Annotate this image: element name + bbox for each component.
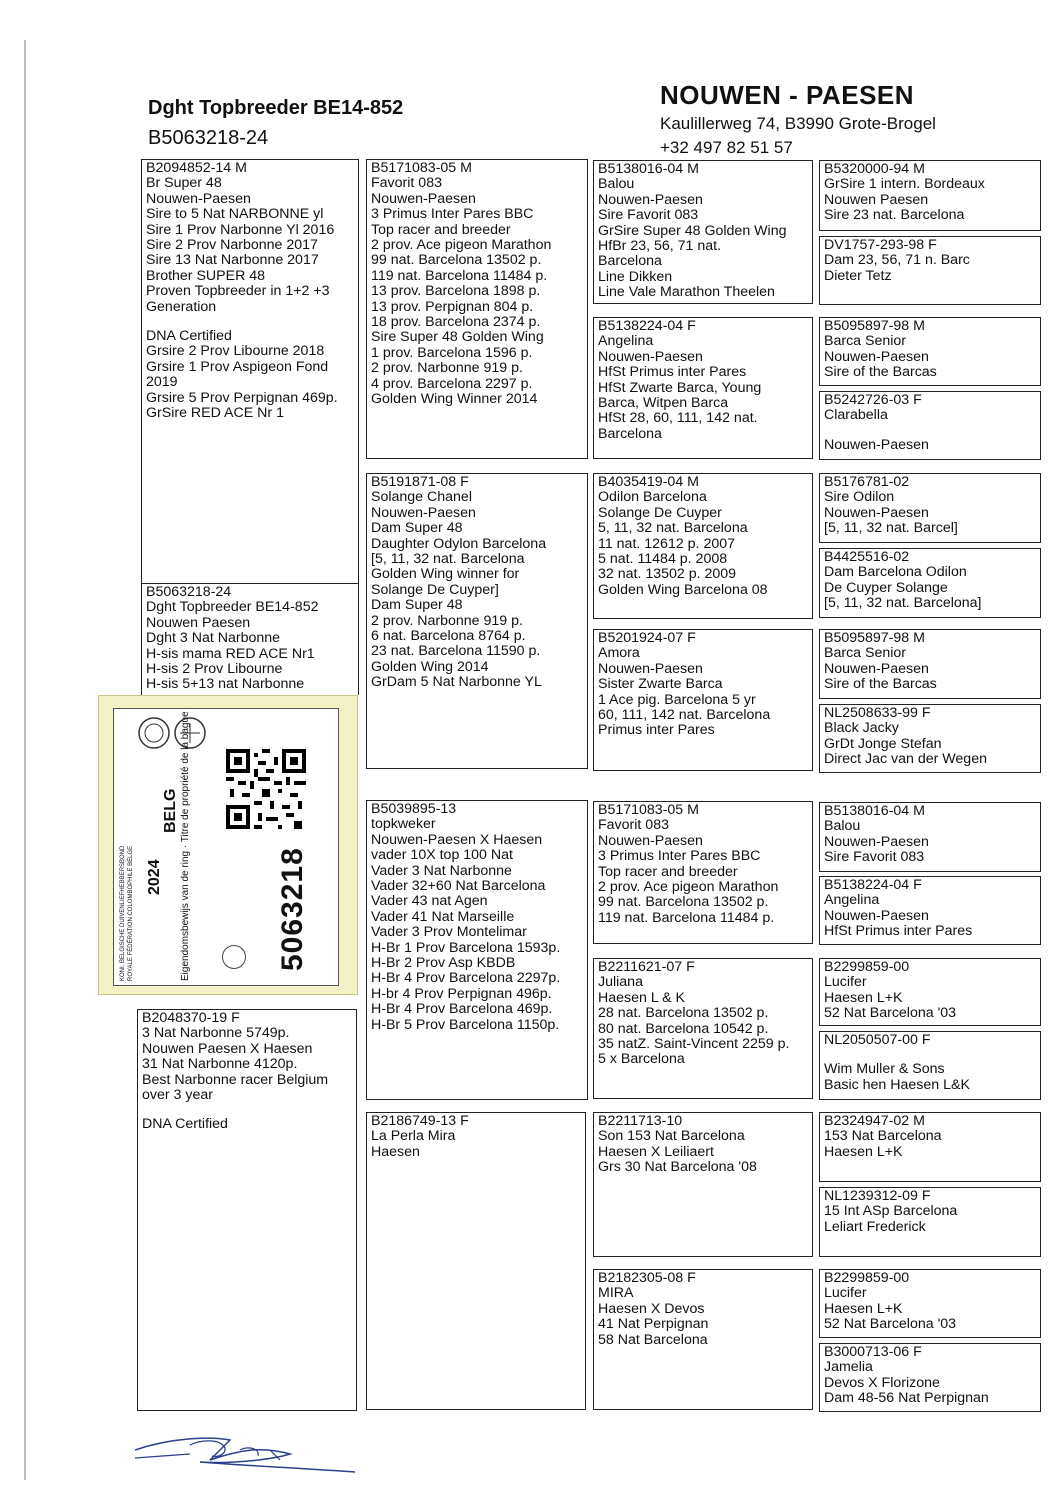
pedigree-line: Nouwen-Paesen <box>824 660 929 677</box>
g4-box-9 <box>819 802 1041 872</box>
scan-edge <box>24 40 26 1480</box>
pedigree-line: Dam Barcelona Odilon <box>824 564 967 581</box>
pedigree-line: 13 prov. Perpignan 804 p. <box>371 298 534 315</box>
pedigree-line: 23 nat. Barcelona 11590 p. <box>371 643 541 660</box>
pedigree-line: Jamelia <box>824 1359 873 1376</box>
pedigree-line: Basic hen Haesen L&K <box>824 1076 970 1093</box>
pedigree-line: 60, 111, 142 nat. Barcelona <box>598 707 771 724</box>
pedigree-line: Nouwen-Paesen <box>146 190 251 207</box>
qr-code-icon <box>226 749 306 829</box>
pedigree-line: 1 prov. Barcelona 1596 p. <box>371 344 533 361</box>
pedigree-line: Haesen <box>371 1143 420 1160</box>
pedigree-line: 99 nat. Barcelona 13502 p. <box>598 894 769 911</box>
pedigree-line: Barca Senior <box>824 645 907 662</box>
ring-id: B5138016-04 M <box>824 803 925 819</box>
ring-id: B5176781-02 <box>824 474 910 490</box>
pedigree-line: Sire of the Barcas <box>824 676 937 693</box>
ring-id: B5171083-05 M <box>371 160 472 176</box>
dam-box <box>137 1009 357 1411</box>
pedigree-line: 52 Nat Barcelona '03 <box>824 1316 957 1333</box>
pedigree-line: Favorit 083 <box>598 817 669 834</box>
ring-id: B5138224-04 F <box>824 877 922 893</box>
pedigree-line: Dam Super 48 <box>371 597 463 614</box>
pedigree-line: GrDt Jonge Stefan <box>824 735 942 752</box>
pedigree-line: Haesen L+K <box>824 1143 903 1160</box>
pedigree-line: 119 nat. Barcelona 11484 p. <box>598 909 775 926</box>
pedigree-line: Line Dikken <box>598 268 673 285</box>
pedigree-line: Nouwen-Paesen X Haesen <box>371 831 543 848</box>
pedigree-line: Sire to 5 Nat NARBONNE yl <box>146 206 324 223</box>
pedigree-line: HfBr 23, 56, 71 nat. <box>598 238 722 255</box>
sire-sire-box <box>366 159 588 459</box>
pedigree-line: 80 nat. Barcelona 10542 p. <box>598 1020 769 1037</box>
subject-box <box>141 583 359 695</box>
pedigree-line: Grsire 2 Prov Libourne 2018 <box>146 343 325 360</box>
ring-id: B5138224-04 F <box>598 318 696 334</box>
g4-box-6 <box>819 548 1041 618</box>
pedigree-line: Lucifer <box>824 1285 867 1302</box>
pedigree-line: H-Br 4 Prov Barcelona 2297p. <box>371 970 561 987</box>
pedigree-title: Dght Topbreeder BE14-852 <box>148 97 404 119</box>
pedigree-line: 2019 <box>146 374 178 391</box>
pedigree-line: H-Br 1 Prov Barcelona 1593p. <box>371 939 561 956</box>
pedigree-line: Grsire 1 Prov Aspigeon Fond <box>146 358 329 375</box>
pedigree-line: Sire Favorit 083 <box>824 849 925 866</box>
g4-box-13 <box>819 1112 1041 1182</box>
pedigree-line: 28 nat. Barcelona 13502 p. <box>598 1005 769 1022</box>
ring-title: Eigendomsbewijs van de ring · Titre de propriété de la bague <box>180 711 191 981</box>
pedigree-line: Top racer and breeder <box>371 221 511 238</box>
pedigree-line: GrSire 1 intern. Bordeaux <box>824 176 985 193</box>
pedigree-line: 2 prov. Narbonne 919 p. <box>371 612 523 629</box>
pedigree-line: H-sis 5+13 nat Narbonne <box>146 676 305 693</box>
pedigree-line: 5, 11, 32 nat. Barcelona <box>598 520 748 537</box>
pedigree-line: Sire of the Barcas <box>824 364 937 381</box>
pedigree-line: La Perla Mira <box>371 1128 456 1145</box>
pedigree-line: 35 natZ. Saint-Vincent 2259 p. <box>598 1036 790 1053</box>
pedigree-line: HfSt Zwarte Barca, Young <box>598 379 762 396</box>
pedigree-line: 1 Ace pig. Barcelona 5 yr <box>598 691 756 708</box>
pedigree-line: Odilon Barcelona <box>598 489 707 506</box>
pedigree-line: 13 prov. Barcelona 1898 p. <box>371 283 541 300</box>
ddd-box <box>593 1269 813 1410</box>
pedigree-line: 6 nat. Barcelona 8764 p. <box>371 628 526 645</box>
pedigree-line: 5 nat. 11484 p. 2008 <box>598 551 728 568</box>
pedigree-line: Nouwen-Paesen <box>598 191 703 208</box>
pedigree-line: 2 prov. Narbonne 919 p. <box>371 360 523 377</box>
pedigree-line: Sister Zwarte Barca <box>598 676 723 693</box>
pedigree-line: Dam Super 48 <box>371 520 463 537</box>
pedigree-line: Sire 1 Prov Narbonne Yl 2016 <box>146 221 335 238</box>
sire-box <box>141 159 359 594</box>
pedigree-line: Lucifer <box>824 974 867 991</box>
pedigree-line: Angelina <box>598 333 654 350</box>
dam-dam-box <box>366 1112 586 1410</box>
ring-id: B2182305-08 F <box>598 1270 696 1286</box>
pedigree-line: Nouwen-Paesen <box>824 833 929 850</box>
pedigree-line: Generation <box>146 298 217 315</box>
ring-id: B2186749-13 F <box>371 1113 469 1129</box>
pedigree-line: Sire Super 48 Golden Wing <box>371 329 544 346</box>
pedigree-line: GrSire Super 48 Golden Wing <box>598 222 787 239</box>
pedigree-line <box>142 1103 352 1117</box>
ring-org-fr: ROYALE FÉDÉRATION COLOMBOPHILE BELGE <box>128 845 134 981</box>
pedigree-line: Nouwen-Paesen <box>824 348 929 365</box>
breeder-phone: +32 497 82 51 57 <box>660 138 793 157</box>
g4-box-3 <box>819 317 1041 386</box>
ring-certificate <box>98 695 358 995</box>
pedigree-line: Golden Wing winner for <box>371 566 520 583</box>
pedigree-line: [5, 11, 32 nat. Barcel] <box>824 520 958 537</box>
pedigree-line: Nouwen-Paesen <box>598 832 703 849</box>
ring-id: B5171083-05 M <box>598 802 699 818</box>
pedigree-line: Golden Wing 2014 <box>371 658 489 675</box>
pedigree-line: 15 Int ASp Barcelona <box>824 1203 958 1220</box>
pedigree-line <box>146 315 354 329</box>
pedigree-line: Dght 3 Nat Narbonne <box>146 630 281 647</box>
pedigree-line: Sire 2 Prov Narbonne 2017 <box>146 237 318 254</box>
pedigree-line: Grs 30 Nat Barcelona '08 <box>598 1159 757 1176</box>
pedigree-line: Barcelona <box>598 253 662 270</box>
ring-id: B2299859-00 <box>824 1270 910 1286</box>
pedigree-line: Nouwen-Paesen <box>824 436 929 453</box>
ring-id: B5320000-94 M <box>824 161 925 177</box>
dds-box <box>593 1112 813 1257</box>
pedigree-line: Nouwen Paesen <box>146 614 251 631</box>
pedigree-line: 2 prov. Ace pigeon Marathon <box>598 879 779 896</box>
pedigree-line: Vader 43 nat Agen <box>371 893 488 910</box>
dsd-box <box>593 958 813 1099</box>
pedigree-line: Clarabella <box>824 407 888 424</box>
pedigree-line: Son 153 Nat Barcelona <box>598 1128 745 1145</box>
pedigree-line: Nouwen-Paesen <box>598 660 703 677</box>
ring-id: B5095897-98 M <box>824 318 925 334</box>
pedigree-line: HfSt Primus inter Pares <box>824 923 973 940</box>
signature-icon <box>130 1420 360 1480</box>
pedigree-line: Nouwen Paesen <box>824 191 929 208</box>
dam-sire-box <box>366 800 588 1100</box>
ring-id: B5191871-08 F <box>371 474 469 490</box>
ring-org-nl: KONI. BELGISCHE DUIVENLIEFHEBBERSBOND <box>120 845 126 981</box>
breeder-address: Kaulillerweg 74, B3990 Grote-Brogel <box>660 114 936 133</box>
pedigree-ring: B5063218-24 <box>148 127 269 149</box>
sdd-box <box>593 629 813 771</box>
pedigree-line: H-Br 5 Prov Barcelona 1150p. <box>371 1016 560 1033</box>
pedigree-line: Barca Senior <box>824 333 907 350</box>
pedigree-line: Nouwen-Paesen <box>371 190 476 207</box>
ring-id: NL2508633-99 F <box>824 705 931 721</box>
pedigree-line: Sire Odilon <box>824 489 895 506</box>
pedigree-line: Golden Wing Winner 2014 <box>371 391 538 408</box>
g4-box-2 <box>819 236 1041 305</box>
pedigree-line: Grsire 5 Prov Perpignan 469p. <box>146 389 338 406</box>
pedigree-line: Barca, Witpen Barca <box>598 395 729 412</box>
ring-id: NL2050507-00 F <box>824 1032 931 1048</box>
pedigree-line: 2 prov. Ace pigeon Marathon <box>371 237 552 254</box>
g4-box-4 <box>819 391 1041 460</box>
pedigree-line: DNA Certified <box>146 328 232 345</box>
pedigree-line: Nouwen-Paesen <box>824 504 929 521</box>
ring-id: NL1239312-09 F <box>824 1188 931 1204</box>
pedigree-line: Best Narbonne racer Belgium <box>142 1071 329 1088</box>
pedigree-line: HfSt Primus inter Pares <box>598 364 747 381</box>
pedigree-line: 5 x Barcelona <box>598 1051 685 1068</box>
pedigree-line: Angelina <box>824 892 880 909</box>
dss-box <box>593 801 813 944</box>
g4-box-15 <box>819 1269 1041 1338</box>
pedigree-line: Haesen L+K <box>824 1300 903 1317</box>
pedigree-line: HfSt 28, 60, 111, 142 nat. <box>598 410 758 427</box>
pedigree-line: Balou <box>824 818 861 835</box>
pedigree-line: Balou <box>598 176 635 193</box>
pedigree-line: Vader 32+60 Nat Barcelona <box>371 878 546 895</box>
pedigree-line: Dght Topbreeder BE14-852 <box>146 599 319 616</box>
ring-id: B5201924-07 F <box>598 630 696 646</box>
ring-id: B2211621-07 F <box>598 959 695 975</box>
breeder-name: NOUWEN - PAESEN <box>660 80 915 110</box>
ssd-box <box>593 317 813 459</box>
pedigree-line: Nouwen Paesen X Haesen <box>142 1040 313 1057</box>
pedigree-line: Proven Topbreeder in 1+2 +3 <box>146 283 330 300</box>
pedigree-line: Haesen X Devos <box>598 1300 705 1317</box>
pedigree-line: Vader 41 Nat Marseille <box>371 908 515 925</box>
pedigree-line: Dam 48-56 Nat Perpignan <box>824 1390 989 1407</box>
pedigree-line: Daughter Odylon Barcelona <box>371 535 547 552</box>
pedigree-line <box>824 424 1036 438</box>
pedigree-line: Amora <box>598 645 640 662</box>
pedigree-line: DNA Certified <box>142 1116 228 1133</box>
pedigree-line: Black Jacky <box>824 720 899 737</box>
pedigree-line: 3 Primus Inter Pares BBC <box>598 848 761 865</box>
pedigree-line: 52 Nat Barcelona '03 <box>824 1005 957 1022</box>
pedigree-line: [5, 11, 32 nat. Barcelona <box>371 551 525 568</box>
g4-box-1 <box>819 160 1041 231</box>
ring-id: B5095897-98 M <box>824 630 925 646</box>
pedigree-line: Primus inter Pares <box>598 722 715 739</box>
g4-box-5 <box>819 473 1041 543</box>
pedigree-line: H-br 4 Prov Perpignan 496p. <box>371 985 552 1002</box>
pedigree-line: Sire 23 nat. Barcelona <box>824 207 965 224</box>
ring-id: B3000713-06 F <box>824 1344 922 1360</box>
pedigree-line: 3 Primus Inter Pares BBC <box>371 206 534 223</box>
pedigree-line: 11 nat. 12612 p. 2007 <box>598 535 736 552</box>
g4-box-8 <box>819 704 1041 773</box>
pedigree-line: Sire Favorit 083 <box>598 207 699 224</box>
pedigree-line: H-sis 2 Prov Libourne <box>146 661 283 678</box>
federation-emblem-icon <box>134 715 214 751</box>
ring-id: B2211713-10 <box>598 1113 683 1129</box>
ring-id: B2094852-14 M <box>146 160 247 176</box>
pedigree-line: MIRA <box>598 1285 634 1302</box>
pedigree-line: 18 prov. Barcelona 2374 p. <box>371 314 541 331</box>
g4-box-14 <box>819 1187 1041 1257</box>
pedigree-line <box>824 1048 1036 1062</box>
ring-id: B5039895-13 <box>371 801 457 817</box>
g4-box-16 <box>819 1343 1041 1412</box>
ring-id: B4035419-04 M <box>598 474 699 490</box>
pedigree-line: [5, 11, 32 nat. Barcelona] <box>824 595 982 612</box>
sss-box <box>593 160 813 304</box>
pedigree-line: 3 Nat Narbonne 5749p. <box>142 1025 290 1042</box>
ring-id: B5242726-03 F <box>824 392 922 408</box>
pedigree-line: Solange De Cuyper] <box>371 581 499 598</box>
pedigree-line: Direct Jac van der Wegen <box>824 751 987 768</box>
pedigree-line: 153 Nat Barcelona <box>824 1128 942 1145</box>
pedigree-line: Solange De Cuyper <box>598 504 722 521</box>
pedigree-line: Favorit 083 <box>371 175 442 192</box>
pedigree-line: GrDam 5 Nat Narbonne YL <box>371 674 542 691</box>
pedigree-line: De Cuyper Solange <box>824 579 948 596</box>
pedigree-line: H-Br 2 Prov Asp KBDB <box>371 955 516 972</box>
ring-id: B5138016-04 M <box>598 161 699 177</box>
punch-hole <box>222 945 246 969</box>
sds-box <box>593 473 813 619</box>
pedigree-line: 4 prov. Barcelona 2297 p. <box>371 375 533 392</box>
ring-country: BELG <box>162 788 179 833</box>
g4-box-7 <box>819 629 1041 699</box>
ring-year: 2024 <box>146 859 163 895</box>
pedigree-line: Nouwen-Paesen <box>824 907 929 924</box>
pedigree-line: Haesen L+K <box>824 989 903 1006</box>
ring-number: 5063218 <box>276 847 309 971</box>
pedigree-line: Sire 13 Nat Narbonne 2017 <box>146 252 319 269</box>
pedigree-line: GrSire RED ACE Nr 1 <box>146 405 284 422</box>
pedigree-line: 31 Nat Narbonne 4120p. <box>142 1056 298 1073</box>
ring-id: DV1757-293-98 F <box>824 237 937 253</box>
g4-box-12 <box>819 1031 1041 1100</box>
pedigree-line: Nouwen-Paesen <box>371 504 476 521</box>
pedigree-line: Haesen X Leiliaert <box>598 1143 714 1160</box>
pedigree-line: Juliana <box>598 974 643 991</box>
pedigree-line: 99 nat. Barcelona 13502 p. <box>371 252 542 269</box>
pedigree-line: 41 Nat Perpignan <box>598 1316 709 1333</box>
g4-box-10 <box>819 876 1041 945</box>
ring-id: B2048370-19 F <box>142 1010 240 1026</box>
pedigree-line: Wim Muller & Sons <box>824 1061 945 1078</box>
pedigree-line: H-Br 4 Prov Barcelona 469p. <box>371 1001 553 1018</box>
pedigree-line: Line Vale Marathon Theelen <box>598 284 775 301</box>
g4-box-11 <box>819 958 1041 1026</box>
sire-dam-box <box>366 473 588 769</box>
ring-id: B2299859-00 <box>824 959 910 975</box>
pedigree-line: Haesen L & K <box>598 989 686 1006</box>
ring-certificate-inner <box>113 708 339 986</box>
pedigree-line: Dieter Tetz <box>824 267 892 284</box>
pedigree-line: Golden Wing Barcelona 08 <box>598 581 768 598</box>
pedigree-line: Br Super 48 <box>146 175 222 192</box>
pedigree-line: H-sis mama RED ACE Nr1 <box>146 645 315 662</box>
pedigree-line: Brother SUPER 48 <box>146 267 266 284</box>
pedigree-line: Solange Chanel <box>371 489 472 506</box>
pedigree-line: Devos X Florizone <box>824 1374 940 1391</box>
pedigree-line: Nouwen-Paesen <box>598 348 703 365</box>
pedigree-line: 58 Nat Barcelona <box>598 1331 708 1348</box>
pedigree-line: Barcelona <box>598 425 662 442</box>
ring-id: B5063218-24 <box>146 584 232 600</box>
pedigree-line: vader 10X top 100 Nat <box>371 847 513 864</box>
pedigree-line: Vader 3 Nat Narbonne <box>371 862 512 879</box>
pedigree-line: 119 nat. Barcelona 11484 p. <box>371 267 548 284</box>
pedigree-line: 32 nat. 13502 p. 2009 <box>598 566 737 583</box>
pedigree-line: Dam 23, 56, 71 n. Barc <box>824 252 970 269</box>
pedigree-line: topkweker <box>371 816 436 833</box>
ring-id: B4425516-02 <box>824 549 910 565</box>
pedigree-line: Vader 3 Prov Montelimar <box>371 924 527 941</box>
pedigree-line: over 3 year <box>142 1087 213 1104</box>
ring-id: B2324947-02 M <box>824 1113 925 1129</box>
pedigree-line: Leliart Frederick <box>824 1218 926 1235</box>
pedigree-line: Top racer and breeder <box>598 863 738 880</box>
